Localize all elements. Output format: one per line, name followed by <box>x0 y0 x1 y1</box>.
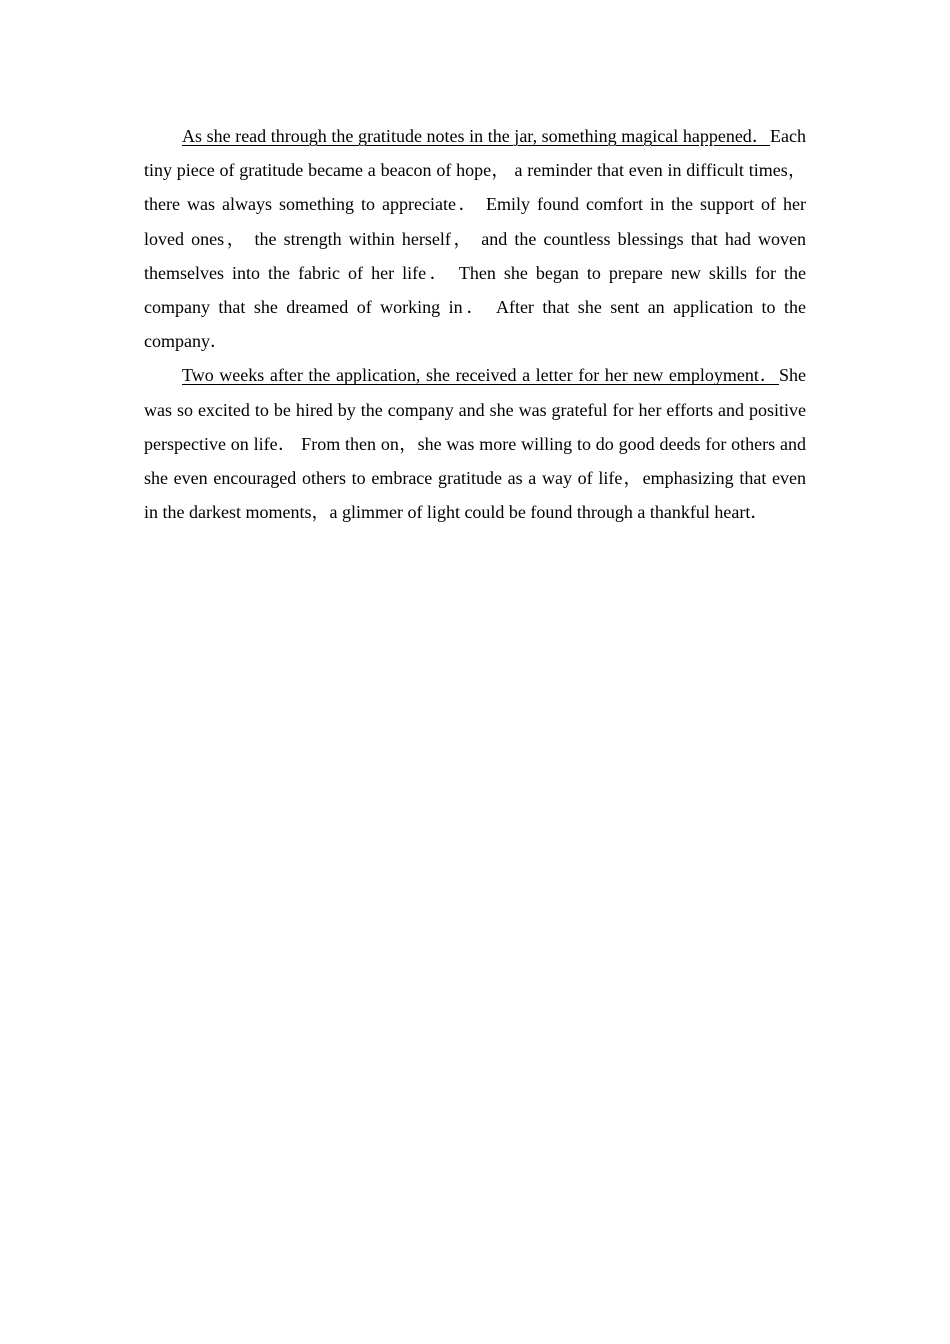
paragraph-2-body-text: She was so excited to be hired by the company and she was grateful for her efforts and positive perspective on life． From then on，she was more willing to do good deeds for others and she even encouraged others to embrace gratitude as a way of life，emphasizing that even in the darkest moments，a glimmer of light could be found through a thankful heart． <box>144 365 806 523</box>
paragraph-1-body-text: Each tiny piece of gratitude became a beacon of hope， a reminder that even in difficult times， there was always something to appreciate． Emily found comfort in the support of her loved ones， the strength within herself， and the countless blessings that had woven themselves into the fabric of her life． Then she began to prepare new skills for the company that she dreamed of working in． After that she sent an application to the company． <box>144 126 806 352</box>
paragraph-2 <box>144 358 806 529</box>
paragraph-1-opening-sentence: As she read through the gratitude notes in the jar, something magical happened． <box>182 126 771 146</box>
paragraph-1 <box>144 119 806 358</box>
paragraph-2-opening-sentence: Two weeks after the application, she received a letter for her new employment． <box>182 365 779 386</box>
document-body <box>144 119 806 529</box>
